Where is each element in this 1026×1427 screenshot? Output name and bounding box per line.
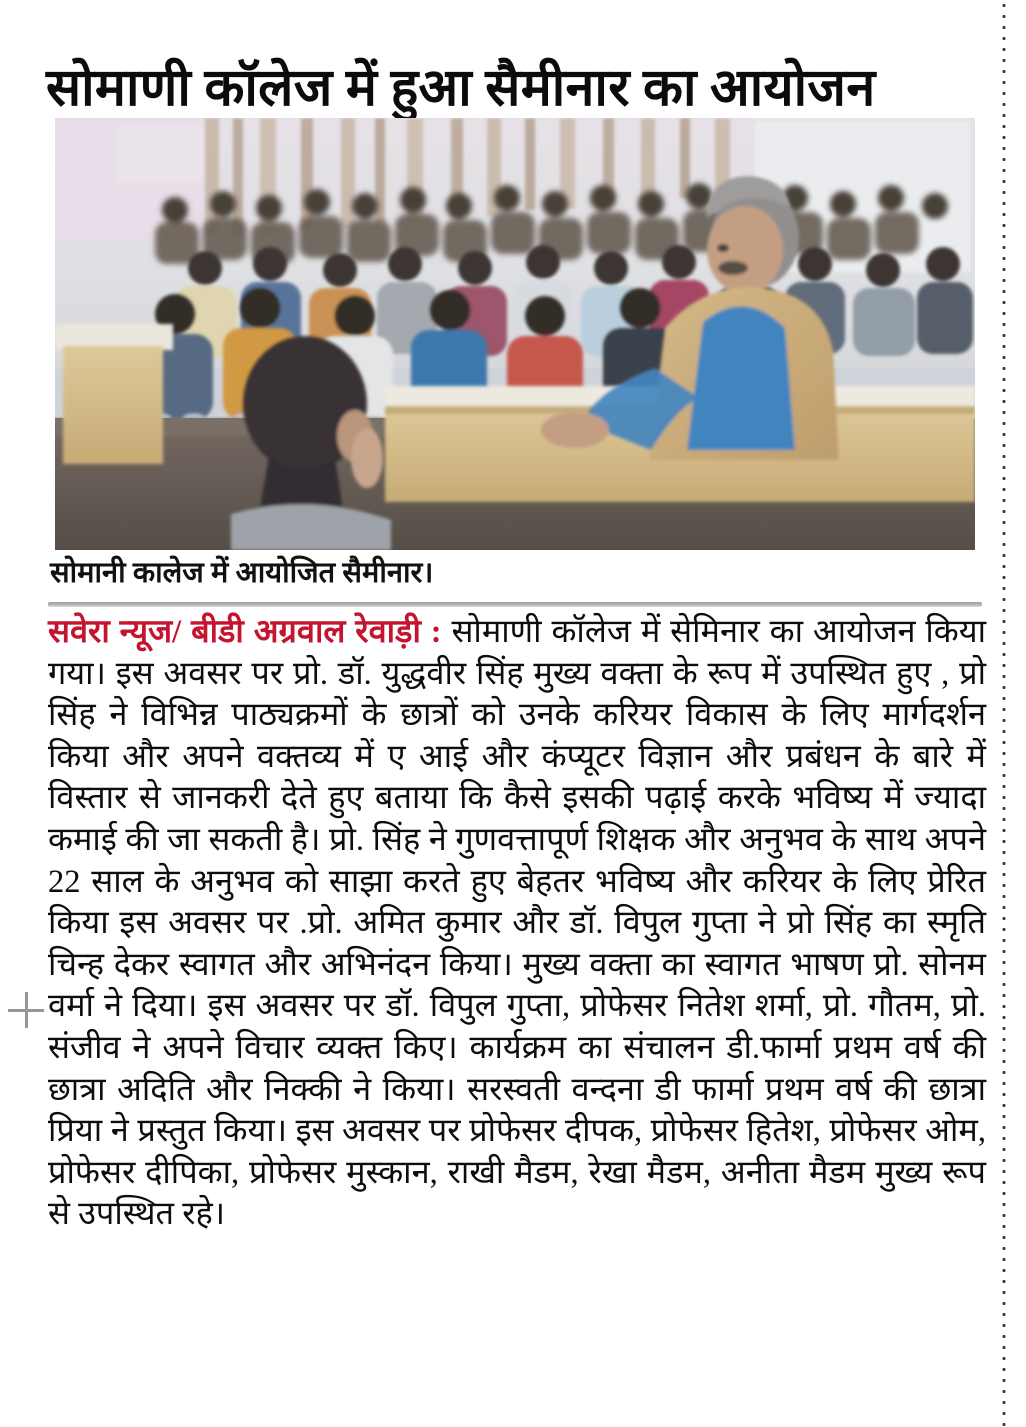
registration-crosshair-mark — [8, 992, 44, 1028]
photo-caption: सोमानी कालेज में आयोजित सैमीनार। — [50, 557, 434, 589]
byline: सवेरा न्यूज/ बीडी अग्रवाल रेवाड़ी : — [48, 614, 442, 650]
seminar-photo-illustration — [55, 118, 975, 550]
article-body-text: सोमाणी कॉलेज में सेमिनार का आयोजन किया गया। इस अवसर पर प्रो. डॉ. युद्धवीर सिंह मुख्य वक्ता के रूप में उपस्थित हुए , प्रो सिंह ने विभिन्न पाठ्यक्रमों के छात्रों को उनके करियर विकास के लिए मार्गदर्शन किया और अपने वक्तव्य में ए आई और कंप्यूटर विज्ञान और प्रबंधन के बारे में विस्तार से जानकरी देते हुए बताया कि कैसे इसकी पढ़ाई करके भविष्य में ज्यादा कमाई की जा सकती है। प्रो. सिंह ने गुणवत्तापूर्ण शिक्षक और अनुभव के साथ अपने 22 साल के अनुभव को साझा करते हुए बेहतर भविष्य और करियर के लिए प्रेरित किया इस अवसर पर .प्रो. अमित कुमार और डॉ. विपुल गुप्ता ने प्रो सिंह का स्मृति चिन्ह देकर स्वागत और अभिनंदन किया। मुख्य वक्ता का स्वागत भाषण प्रो. सोनम वर्मा ने दिया। इस अवसर पर डॉ. विपुल गुप्ता, प्रोफेसर नितेश शर्मा, प्रो. गौतम, प्रो. संजीव ने अपने विचार व्यक्त किए। कार्यक्रम का संचालन डी.फार्मा प्रथम वर्ष की छात्रा अदिति और निक्की ने किया। सरस्वती वन्दना डी फार्मा प्रथम वर्ष की छात्रा प्रिया ने प्रस्तुत किया। इस अवसर पर प्रोफेसर दीपक, प्रोफेसर हितेश, प्रोफेसर ओम, प्रोफेसर दीपिका, प्रोफेसर मुस्कान, राखी मैडम, रेखा मैडम, अनीता मैडम मुख्य रूप से उपस्थित रहे। — [48, 614, 987, 1233]
article-body — [48, 612, 986, 1236]
page-title: सोमाणी कॉलेज में हुआ सैमीनार का आयोजन — [46, 59, 876, 117]
section-divider-rule — [48, 602, 982, 607]
column-separator-dotted-rule — [1002, 0, 1006, 1427]
seminar-photo — [55, 118, 975, 550]
